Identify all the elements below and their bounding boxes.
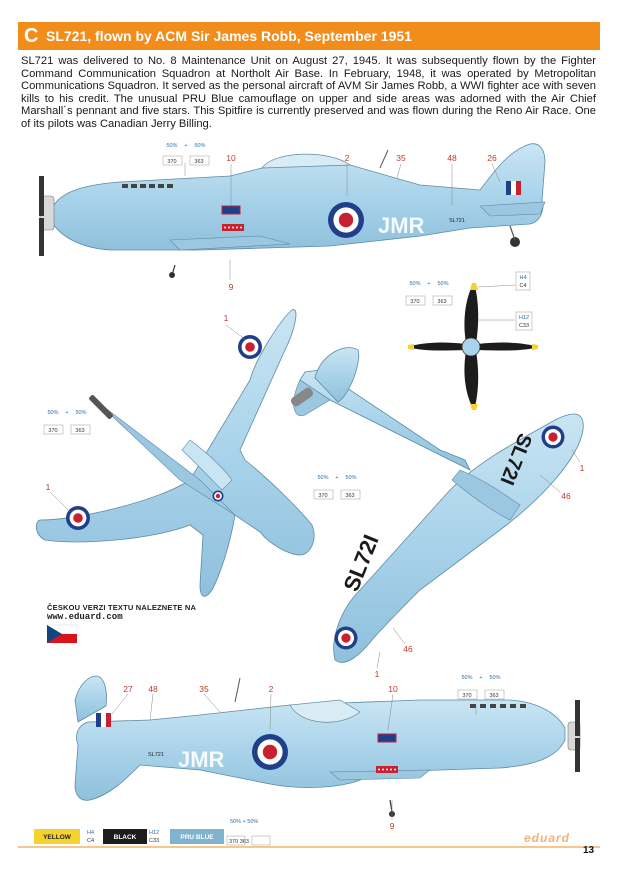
svg-text:370: 370 [167, 159, 177, 165]
svg-text:+: + [65, 410, 69, 416]
czech-flag [47, 625, 77, 643]
svg-text:46: 46 [403, 644, 413, 654]
svg-text:C33: C33 [149, 838, 160, 844]
svg-text:363: 363 [489, 693, 499, 699]
svg-text:46: 46 [561, 491, 571, 501]
svg-text:363: 363 [345, 493, 355, 499]
svg-text:9: 9 [389, 821, 395, 831]
svg-text:C4: C4 [87, 838, 95, 844]
svg-text:27: 27 [123, 684, 133, 694]
svg-text:35: 35 [199, 684, 209, 694]
eduard-logo: eduard [524, 831, 571, 845]
underwing-serial-1: SL72I [338, 531, 384, 595]
svg-text:363: 363 [437, 299, 447, 305]
profile-letter: C [24, 25, 39, 47]
fin-flash-lower [96, 713, 111, 727]
mix-box-upper-view [44, 410, 90, 434]
page-number: 13 [583, 845, 595, 856]
fin-flash [506, 181, 521, 195]
svg-text:1: 1 [223, 313, 229, 323]
svg-text:370: 370 [410, 299, 420, 305]
svg-text:50%: 50% [437, 281, 449, 287]
svg-text:50%: 50% [75, 410, 87, 416]
plan-view-lower [289, 348, 583, 668]
color-legend [34, 819, 270, 845]
svg-text:1: 1 [579, 463, 585, 473]
svg-text:+: + [184, 143, 188, 149]
svg-text:48: 48 [148, 684, 158, 694]
svg-text:370: 370 [462, 693, 472, 699]
svg-text:2: 2 [268, 684, 274, 694]
svg-text:370: 370 [318, 493, 328, 499]
legend-yellow-name: YELLOW [43, 834, 71, 841]
svg-text:50%: 50% [194, 143, 206, 149]
svg-text:H12: H12 [518, 315, 530, 321]
svg-text:10: 10 [388, 684, 398, 694]
svg-text:+: + [335, 475, 339, 481]
underwing-serial-2: SL72I [495, 430, 536, 488]
prop-codes [516, 272, 532, 330]
svg-text:1: 1 [374, 669, 380, 679]
svg-text:50%: 50% [345, 475, 357, 481]
profile-title: SL721, flown by ACM Sir James Robb, September 1951 [46, 28, 412, 44]
svg-text:H4: H4 [519, 275, 527, 281]
squadron-code: JMR [378, 213, 425, 238]
svg-text:370: 370 [48, 428, 58, 434]
svg-text:50% + 50%: 50% + 50% [230, 819, 259, 825]
svg-text:50%: 50% [317, 475, 329, 481]
legend-black-name: BLACK [113, 834, 137, 841]
svg-text:363: 363 [75, 428, 85, 434]
history-text: SL721 was delivered to No. 8 Maintenance Unit on August 27, 1945. It was subsequently flown by the Fighter Command Communication Squadron at Northolt Air Base. In February, 1948, it was operated by Metropolitan Communications Squadron. It served as the personal aircraft of AVM Sir James Robb, a WWI fighter ace with seven kills to his credit. The unusual PRU Blue camouflage on upper and side areas was adorned with the Air Chief Marshall´s pennant and five stars. This Spitfire is currently preserved and was flown during the Reno Air Race. One of its pilots was Canadian Jerry Billing. [21, 55, 596, 130]
mix-box-prop [406, 281, 452, 305]
czech-version-note: ČESKOU VERZI TEXTU NALEZNETE NA [47, 603, 197, 612]
svg-text:9: 9 [228, 282, 234, 292]
svg-text:C33: C33 [518, 323, 530, 329]
squadron-code-lower: JMR [178, 747, 225, 772]
svg-text:370 363: 370 363 [229, 839, 249, 845]
mix-box-lower-view [314, 475, 360, 499]
svg-text:50%: 50% [166, 143, 178, 149]
website-link[interactable]: www.eduard.com [47, 612, 123, 622]
serial-number-lower: SL721 [148, 752, 164, 758]
svg-text:2: 2 [344, 153, 350, 163]
svg-text:26: 26 [487, 153, 497, 163]
propeller-diagram [408, 283, 538, 410]
svg-text:+: + [427, 281, 431, 287]
svg-text:363: 363 [194, 159, 204, 165]
pennant-stars-lower [376, 766, 398, 773]
serial-number: SL721 [449, 218, 465, 224]
svg-text:H12: H12 [149, 830, 160, 836]
svg-text:H4: H4 [87, 830, 95, 836]
side-profile-upper [39, 144, 545, 278]
svg-text:50%: 50% [461, 675, 473, 681]
svg-text:50%: 50% [489, 675, 501, 681]
svg-text:50%: 50% [409, 281, 421, 287]
svg-text:1: 1 [45, 482, 51, 492]
svg-text:10: 10 [226, 153, 236, 163]
legend-pru-name: PRU BLUE [180, 834, 214, 841]
svg-text:48: 48 [447, 153, 457, 163]
svg-text:+: + [479, 675, 483, 681]
pennant-stars [222, 224, 244, 231]
svg-text:50%: 50% [47, 410, 59, 416]
mix-box-bottom-profile [458, 675, 504, 699]
svg-text:35: 35 [396, 153, 406, 163]
svg-text:C4: C4 [519, 283, 527, 289]
mix-box-top-profile [163, 143, 209, 165]
plan-view-upper [36, 310, 314, 597]
